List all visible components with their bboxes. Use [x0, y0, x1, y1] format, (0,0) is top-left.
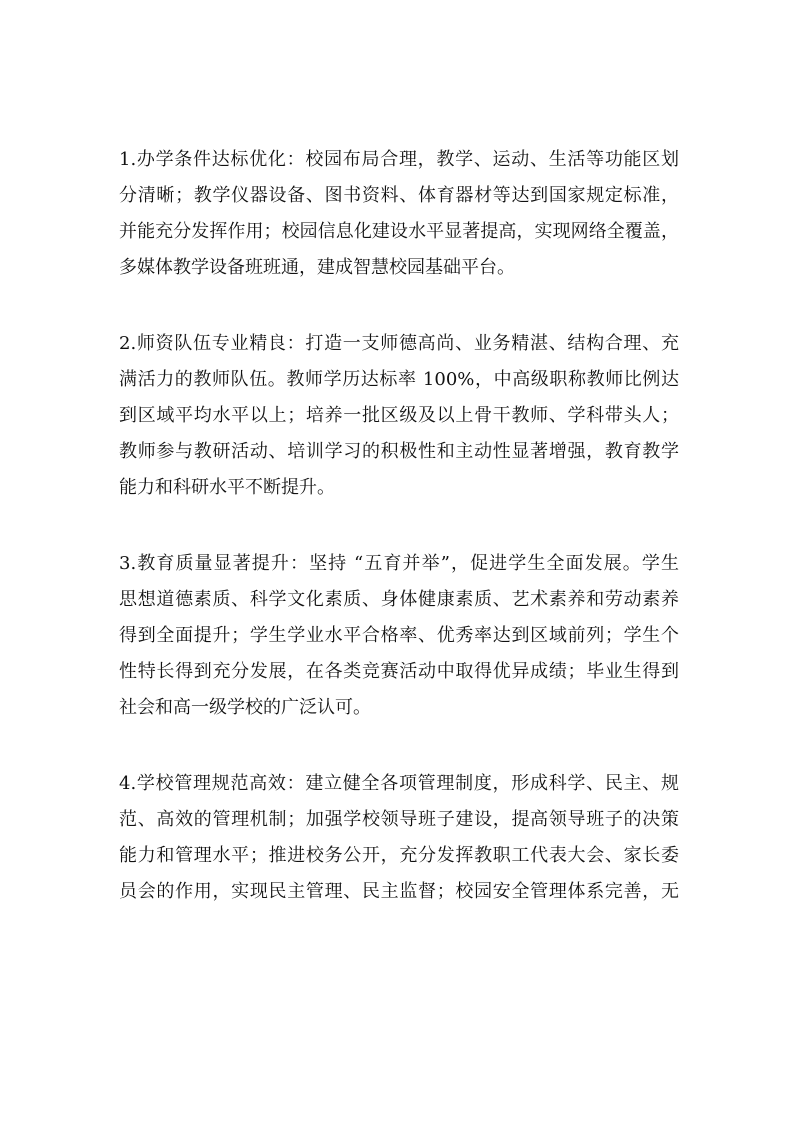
text-line: 员会的作用，实现民主管理、民主监督；校园安全管理体系完善，无 — [119, 881, 679, 902]
text-line: 得到全面提升；学生学业水平合格率、优秀率达到区域前列；学生个 — [119, 625, 679, 646]
text-line: 4.学校管理规范高效：建立健全各项管理制度，形成科学、民主、规 — [119, 773, 679, 794]
paragraph-2 — [119, 326, 679, 506]
text-line: 到区域平均水平以上；培养一批区级及以上骨干教师、学科带头人； — [119, 405, 679, 426]
text-line: 3.教育质量显著提升：坚持 “五育并举”，促进学生全面发展。学生 — [119, 553, 679, 574]
paragraph-4 — [119, 766, 679, 910]
text-line: 教师参与教研活动、培训学习的积极性和主动性显著增强，教育教学 — [119, 441, 679, 462]
text-line: 2.师资队伍专业精良：打造一支师德高尚、业务精湛、结构合理、充 — [119, 333, 679, 354]
text-line: 多媒体教学设备班班通，建成智慧校园基础平台。 — [119, 257, 515, 278]
text-line: 思想道德素质、科学文化素质、身体健康素质、艺术素养和劳动素养 — [119, 589, 679, 610]
text-line: 性特长得到充分发展，在各类竞赛活动中取得优异成绩；毕业生得到 — [119, 661, 679, 682]
text-line: 能力和科研水平不断提升。 — [119, 477, 335, 498]
document-body — [119, 142, 679, 950]
text-line: 能力和管理水平；推进校务公开，充分发挥教职工代表大会、家长委 — [119, 845, 679, 866]
text-line: 范、高效的管理机制；加强学校领导班子建设，提高领导班子的决策 — [119, 809, 679, 830]
text-line: 社会和高一级学校的广泛认可。 — [119, 697, 371, 718]
paragraph-1 — [119, 142, 679, 286]
text-line: 分清晰；教学仪器设备、图书资料、体育器材等达到国家规定标准， — [119, 185, 679, 206]
paragraph-3 — [119, 546, 679, 726]
text-line: 并能充分发挥作用；校园信息化建设水平显著提高，实现网络全覆盖， — [119, 221, 679, 242]
text-line: 满活力的教师队伍。教师学历达标率 100%，中高级职称教师比例达 — [119, 369, 679, 390]
text-line: 1.办学条件达标优化：校园布局合理，教学、运动、生活等功能区划 — [119, 149, 679, 170]
